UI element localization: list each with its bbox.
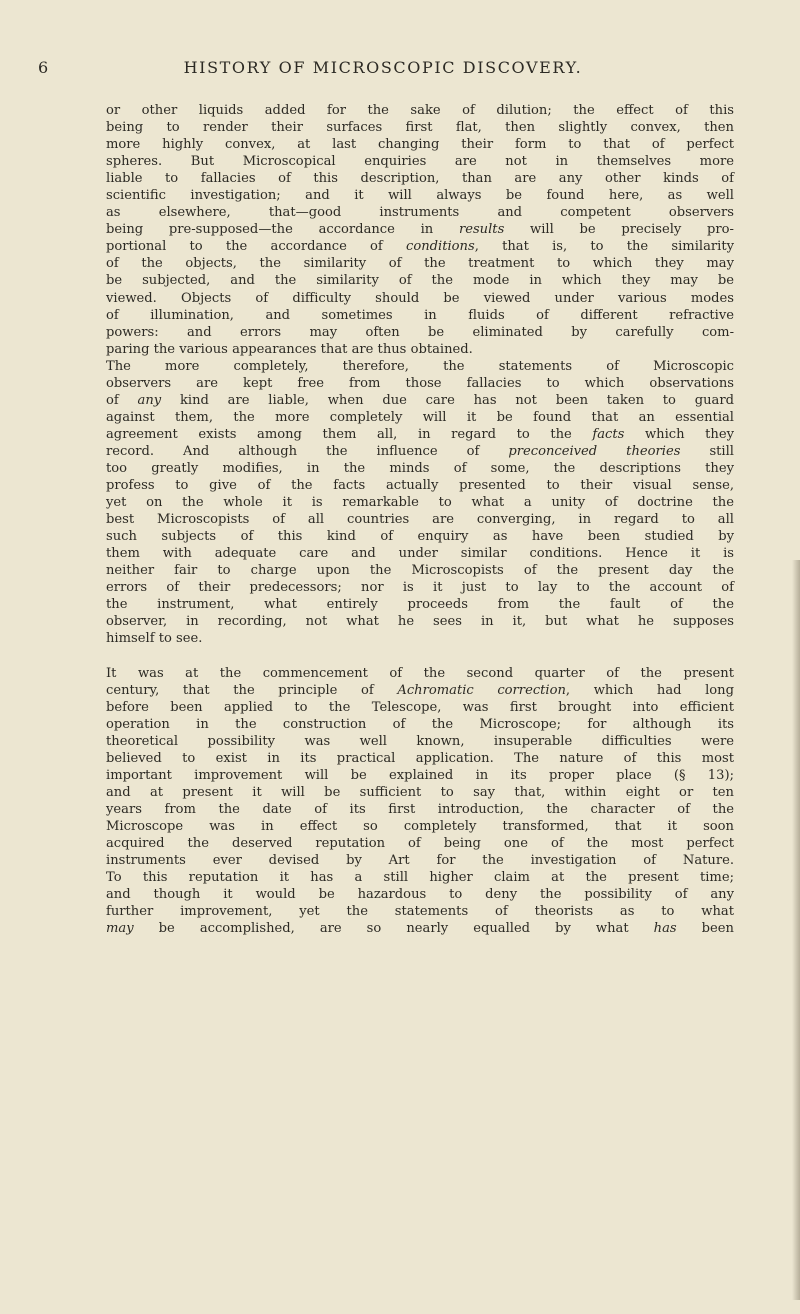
text-line: be subjected, and the similarity of the mode in which they may be [106,273,734,289]
text-line: of illumination, and sometimes in fluids of different refractive [106,307,734,323]
text-line: important improvement will be explained in its proper place (§ 13); [106,767,734,783]
text-line: further improvement, yet the statements of theorists as to what [106,904,734,920]
text-line: acquired the deserved reputation of being one of the most perfect [106,835,734,851]
text-line: too greatly modifies, in the minds of some, the descriptions they [106,460,734,476]
text-line: Microscope was in effect so completely transformed, that it soon [106,818,734,834]
italic-phrase: has [653,921,677,937]
text-line: The more completely, therefore, the statements of Microscopic [106,358,734,374]
page-number: 6 [38,58,49,77]
text-line: To this reputation it has a still higher claim at the present time; [106,870,734,886]
text-line: being to render their surfaces first flat, then slightly convex, then [106,120,734,136]
text-line: neither fair to charge upon the Microscopists of the present day the [106,563,734,579]
text-line: scientific investigation; and it will always be found here, as well [106,188,734,204]
text-line: as elsewhere, that—good instruments and competent observers [106,205,734,221]
text-line: viewed. Objects of difficulty should be viewed under various modes [106,290,734,306]
text-line: paring the various appearances that are thus obtained. [106,341,473,357]
paragraph-two [106,665,734,938]
paragraph-one [106,102,734,648]
text-line: powers: and errors may often be eliminated by carefully com- [106,324,734,340]
text-line: being pre-supposed—the accordance in results will be precisely pro- [106,222,734,238]
text-line: such subjects of this kind of enquiry as have been studied by [106,529,734,545]
text-line: of any kind are liable, when due care has not been taken to guard [106,392,734,408]
text-line: against them, the more completely will it be found that an essential [106,409,734,425]
text-line: of the objects, the similarity of the treatment to which they may [106,256,734,272]
italic-phrase: conditions [406,239,475,255]
text-line: and though it would be hazardous to deny the possibility of any [106,887,734,903]
italic-phrase: facts [592,426,625,442]
text-line: liable to fallacies of this description, than are any other kinds of [106,171,734,187]
book-title: HISTORY OF MICROSCOPIC DISCOVERY. [183,58,583,77]
text-line: more highly convex, at last changing their form to that of perfect [106,137,734,153]
italic-phrase: results [458,222,505,238]
text-line: years from the date of its first introduction, the character of the [106,801,734,817]
italic-phrase: preconceived theories [508,443,681,459]
text-line: errors of their predecessors; nor is it just to lay to the account of [106,580,734,596]
body-text [106,102,734,937]
text-line: yet on the whole it is remarkable to what a unity of doctrine the [106,495,734,511]
text-line: It was at the commencement of the second quarter of the present [106,665,734,681]
italic-phrase: Achromatic correction [397,682,566,698]
text-line: century, that the principle of Achromatic correction, which had long [106,682,734,698]
text-line: the instrument, what entirely proceeds from the fault of the [106,597,734,613]
text-line: himself to see. [106,631,203,647]
text-line: or other liquids added for the sake of dilution; the effect of this [106,103,734,118]
text-line: observers are kept free from those fallacies to which observations [106,375,734,391]
text-line: spheres. But Microscopical enquiries are not in themselves more [106,154,734,170]
text-line: agreement exists among them all, in regard to the facts which they [106,426,734,442]
text-line: may be accomplished, are so nearly equalled by what has been [106,921,734,937]
italic-phrase: any [137,392,162,408]
text-line: record. And although the influence of preconceived theories still [106,443,734,459]
page-edge-shadow [792,560,800,1300]
text-line: profess to give of the facts actually presented to their visual sense, [106,478,734,494]
text-line: theoretical possibility was well known, insuperable difficulties were [106,733,734,749]
text-line: operation in the construction of the Microscope; for although its [106,716,734,732]
text-line: observer, in recording, not what he sees in it, but what he supposes [106,614,734,630]
text-line: them with adequate care and under similar conditions. Hence it is [106,546,734,562]
italic-phrase: may [106,921,134,937]
text-line: before been applied to the Telescope, was first brought into efficient [106,699,734,715]
text-line: believed to exist in its practical application. The nature of this most [106,750,734,766]
text-line: best Microscopists of all countries are converging, in regard to all [106,512,734,528]
text-line: and at present it will be sufficient to say that, within eight or ten [106,784,734,800]
text-line: instruments ever devised by Art for the investigation of Nature. [106,853,734,869]
running-head [38,58,728,82]
text-line: portional to the accordance of conditions, that is, to the similarity [106,239,734,255]
